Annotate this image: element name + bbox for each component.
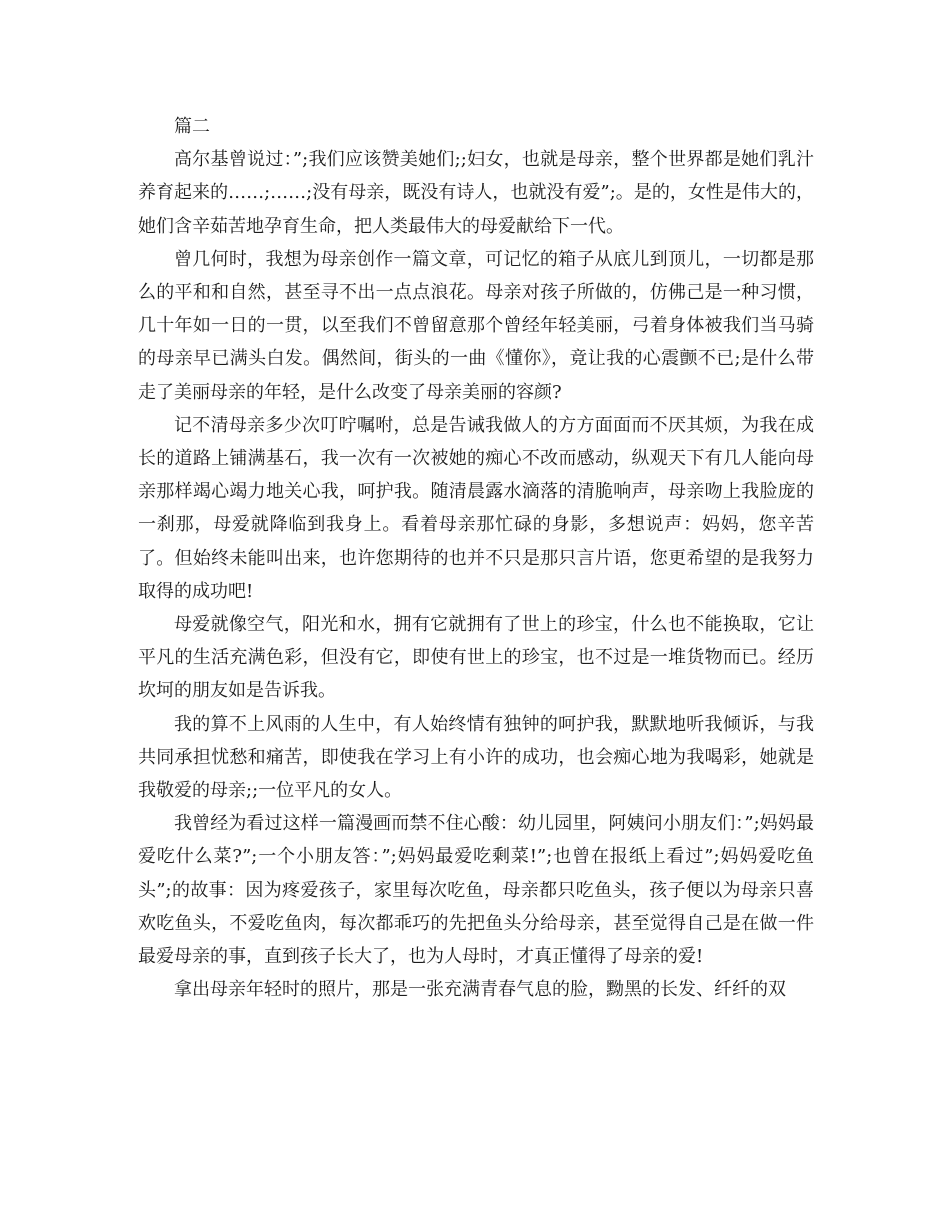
paragraph-4: 母爱就像空气，阳光和水，拥有它就拥有了世上的珍宝，什么也不能换取，它让平凡的生活充满色彩，但没有它，即使有世上的珍宝，也不过是一堆货物而已。经历坎坷的朋友如是告诉我。 (138, 614, 814, 702)
document-page (138, 110, 814, 1006)
paragraph-5: 我的算不上风雨的人生中，有人始终情有独钟的呵护我，默默地听我倾诉，与我共同承担忧愁和痛苦，即使我在学习上有小许的成功，也会痴心地为我喝彩，她就是我敬爱的母亲;;一位平凡的女人。 (138, 713, 814, 802)
paragraph-2: 曾几何时，我想为母亲创作一篇文章，可记忆的箱子从底儿到顶儿，一切都是那么的平和和自然，甚至寻不出一点点浪花。母亲对孩子所做的，仿佛己是一种习惯，几十年如一日的一贯，以至我们不曾留意那个曾经年轻美丽，弓着身体被我们当马骑的母亲早已满头白发。偶然间，街头的一曲《懂你》，竟让我的心震颤不已;是什么带走了美丽母亲的年轻，是什么改变了母亲美丽的容颜? (138, 248, 814, 403)
paragraph-1: 高尔基曾说过：”;我们应该赞美她们;;妇女，也就是母亲，整个世界都是她们乳汁养育起来的……;……;没有母亲，既没有诗人，也就没有爱”;。是的，女性是伟大的，她们含辛茹苦地孕育生命，把人类最伟大的母爱献给下一代。 (138, 149, 814, 237)
paragraph-3: 记不清母亲多少次叮咛嘱咐，总是告诫我做人的方方面面而不厌其烦，为我在成长的道路上铺满基石，我一次有一次被她的痴心不改而感动，纵观天下有几人能向母亲那样竭心竭力地关心我，呵护我。随清晨露水滴落的清脆响声，母亲吻上我脸庞的一刹那，母爱就降临到我身上。看着母亲那忙碌的身影，多想说声：妈妈，您辛苦了。但始终未能叫出来，也许您期待的也并不只是那只言片语，您更希望的是我努力取得的成功吧! (138, 414, 814, 602)
section-heading: 篇二 (174, 116, 210, 137)
paragraph-6: 我曾经为看过这样一篇漫画而禁不住心酸：幼儿园里，阿姨问小朋友们：”;妈妈最爱吃什么菜?”;一个小朋友答：”;妈妈最爱吃剩菜!”;也曾在报纸上看过”;妈妈爱吃鱼头”;的故事：因为疼爱孩子，家里每次吃鱼，母亲都只吃鱼头，孩子便以为母亲只喜欢吃鱼头，不爱吃鱼肉，每次都乖巧的先把鱼头分给母亲，甚至觉得自己是在做一件最爱母亲的事，直到孩子长大了，也为人母时，才真正懂得了母亲的爱! (138, 813, 814, 968)
paragraph-7: 拿出母亲年轻时的照片，那是一张充满青春气息的脸，黝黑的长发、纤纤的双 (174, 979, 786, 1001)
